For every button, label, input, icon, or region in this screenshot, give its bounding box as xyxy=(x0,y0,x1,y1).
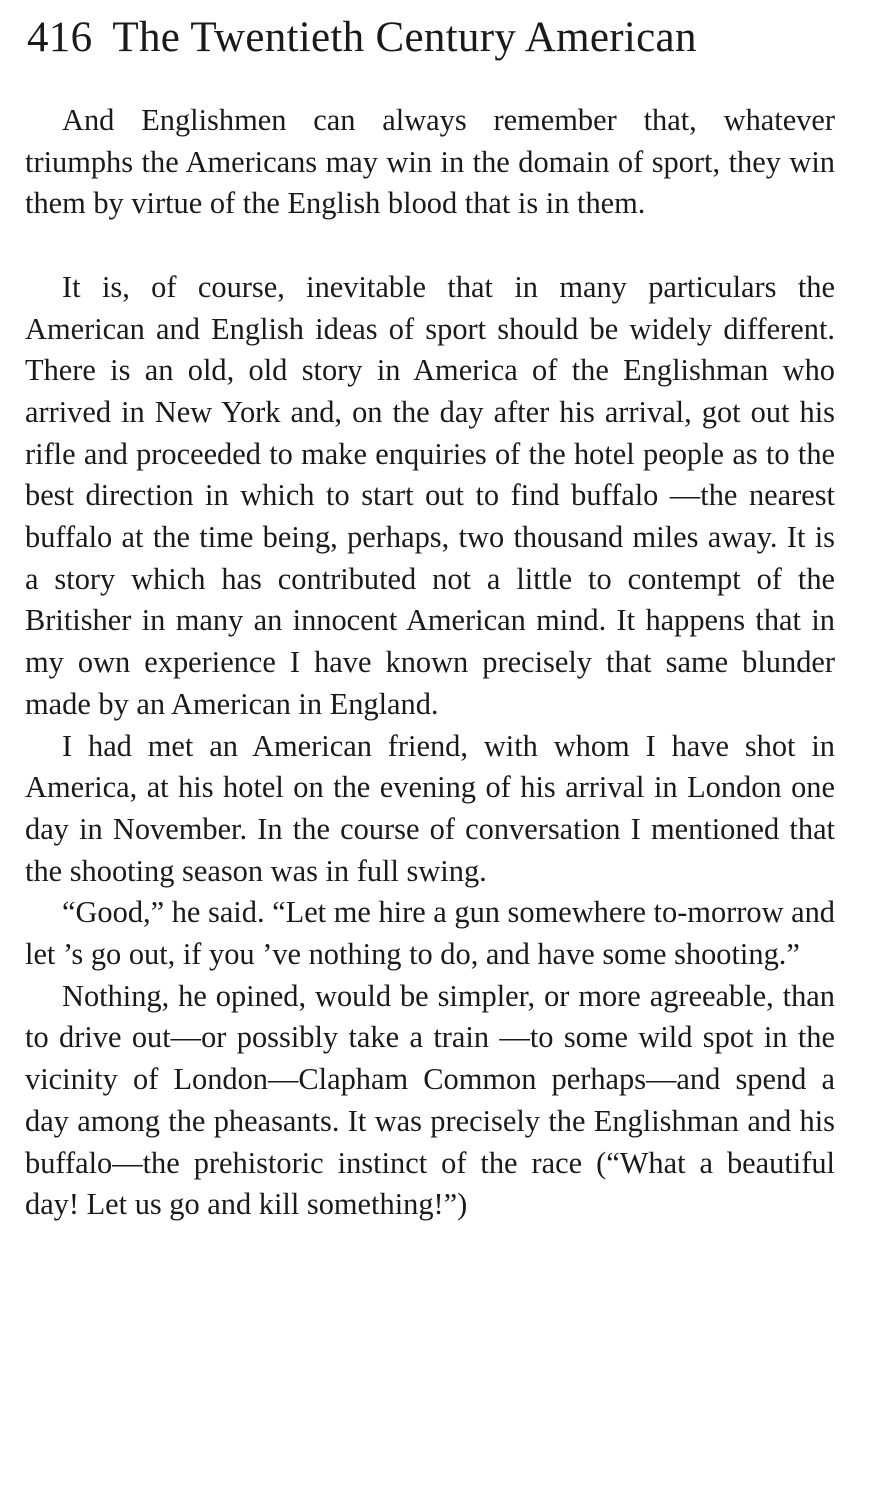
page-body xyxy=(25,100,835,1226)
page-number: 416 xyxy=(27,14,93,61)
paragraph: Nothing, he opined, would be simpler, or more agreeable, than to drive out—or possibly take a train —to some wild spot in the vicinity of London—Clapham Common perhaps—and spend a day among the pheasants. It was precisely the Englishman and his buffalo—the prehistoric instinct of the race (“What a beautiful day! Let us go and kill something!”) xyxy=(25,978,835,1222)
running-title: The Twentieth Century American xyxy=(112,14,697,61)
paragraph: “Good,” he said. “Let me hire a gun somewhere to-morrow and let ’s go out, if you ’ve nothing to do, and have some shooting.” xyxy=(25,895,836,972)
paragraph: I had met an American friend, with whom I have shot in America, at his hotel on the evening of his arrival in London one day in November. In the course of conversation I mentioned that the shooting season was in full swing. xyxy=(25,728,835,888)
page-header xyxy=(27,10,847,66)
paragraph: It is, of course, inevitable that in many particulars the American and English ideas of sport should be widely different. There is an old, old story in America of the Englishman who arrived in New York and, on the day after his arrival, got out his rifle and proceeded to make enquiries of the hotel people as to the best direction in which to start out to find buffalo —the nearest buffalo at the time being, perhaps, two thousand miles away. It is a story which has contributed not a little to contempt of the Britisher in many an innocent American mind. It happens that in my own experience I have known precisely that same blunder made by an American in England. xyxy=(25,269,835,721)
paragraph: And Englishmen can always remember that, whatever triumphs the Americans may win in the domain of sport, they win them by virtue of the English blood that is in them. xyxy=(25,103,835,221)
